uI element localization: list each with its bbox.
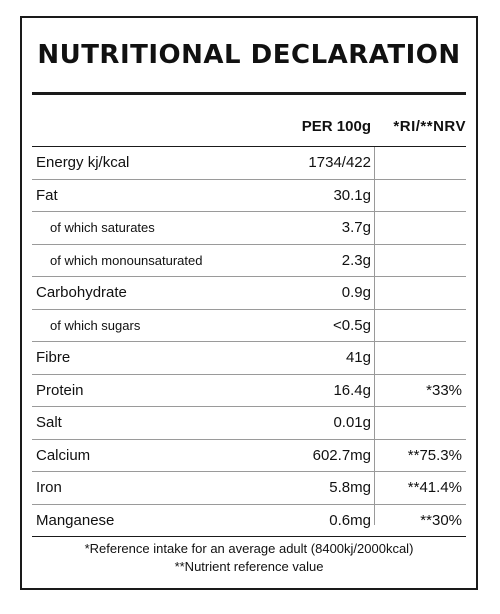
row-name: Calcium — [36, 446, 91, 464]
row-name: Energy kj/kcal — [36, 154, 130, 172]
row-value: <0.5g — [333, 316, 371, 334]
table-row-protein — [32, 375, 466, 408]
row-value: 41g — [345, 349, 371, 367]
table-row-iron — [32, 472, 466, 505]
title-rule — [32, 92, 466, 95]
row-value: 2.3g — [341, 251, 371, 269]
column-header-per-100g: PER 100g — [301, 118, 371, 135]
row-value: 0.6mg — [329, 511, 371, 529]
footnotes — [22, 540, 476, 576]
table-row-calcium — [32, 440, 466, 473]
footnote-nutrient-reference: **Nutrient reference value — [174, 559, 324, 574]
row-value: 0.9g — [341, 284, 371, 302]
row-value: 30.1g — [333, 186, 371, 204]
row-name: Fibre — [36, 349, 71, 367]
table-row-carbohydrate — [32, 277, 466, 310]
row-value: 1734/422 — [308, 154, 371, 172]
row-name: Carbohydrate — [36, 284, 127, 302]
row-name: Fat — [36, 186, 58, 204]
row-value: 602.7mg — [312, 446, 371, 464]
nutrition-label — [20, 16, 478, 590]
row-name: Iron — [36, 479, 62, 497]
footnote-reference-intake: *Reference intake for an average adult (8400kj/2000kcal) — [84, 541, 414, 556]
table-row-salt — [32, 407, 466, 440]
column-header-ri-nrv: *RI/**NRV — [393, 118, 466, 135]
table-row-saturates — [32, 212, 466, 245]
table-row-manganese — [32, 505, 466, 538]
row-name: Salt — [36, 414, 62, 432]
row-name: of which saturates — [50, 220, 155, 236]
row-name: Protein — [36, 381, 84, 399]
row-ri: *33% — [426, 381, 462, 399]
row-value: 3.7g — [341, 219, 371, 237]
row-value: 5.8mg — [329, 479, 371, 497]
table-row-monounsaturated — [32, 245, 466, 278]
row-name: of which monounsaturated — [50, 252, 203, 268]
table-row-sugars — [32, 310, 466, 343]
row-value: 16.4g — [333, 381, 371, 399]
table-row-fibre — [32, 342, 466, 375]
row-value: 0.01g — [333, 414, 371, 432]
row-name: Manganese — [36, 511, 115, 529]
table-row-energy — [32, 147, 466, 180]
row-ri: **75.3% — [407, 446, 462, 464]
nutrition-table — [32, 147, 466, 537]
label-title: NUTRITIONAL DECLARATION — [37, 40, 461, 70]
table-row-fat — [32, 180, 466, 213]
row-ri: **30% — [420, 511, 462, 529]
row-name: of which sugars — [50, 317, 141, 333]
row-ri: **41.4% — [407, 479, 462, 497]
